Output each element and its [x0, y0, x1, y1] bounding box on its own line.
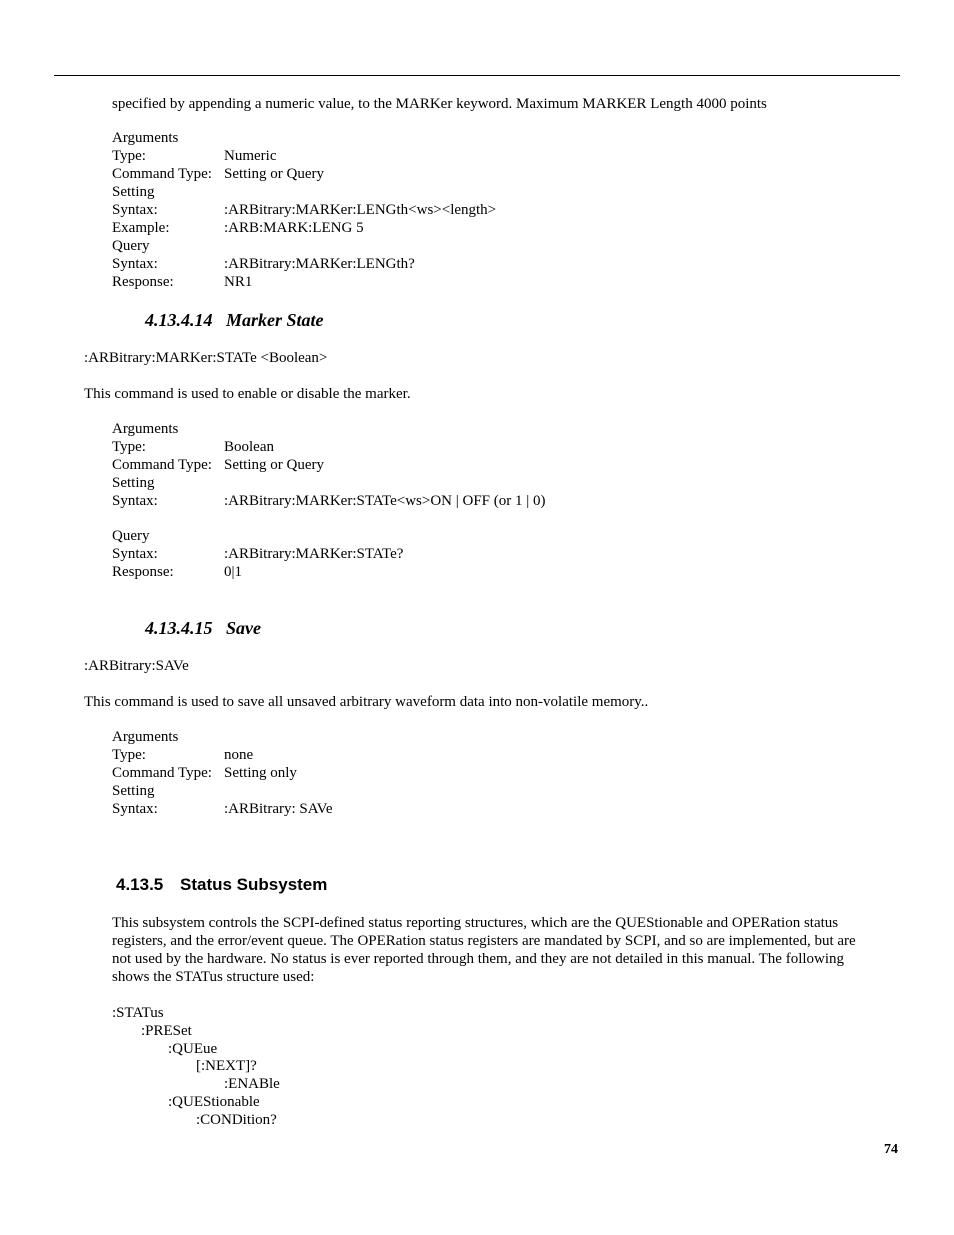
query-syntax-value: :ARBitrary:MARKer:LENGth?: [224, 256, 415, 272]
example-value: :ARB:MARK:LENG 5: [224, 220, 364, 236]
query-syntax-row: [112, 546, 403, 563]
type-row: [112, 439, 274, 456]
setting-label: Setting: [112, 184, 155, 200]
arguments-label: Arguments: [112, 130, 179, 146]
arguments-label: Arguments: [112, 729, 179, 745]
arguments-label: Arguments: [112, 421, 179, 437]
command-type-value: Setting or Query: [224, 457, 324, 473]
intro-text: specified by appending a numeric value, to the MARKer keyword. Maximum MARKER Length 4000 points: [112, 96, 767, 112]
response-row: [112, 564, 242, 581]
response-row: [112, 274, 252, 291]
syntax-value: :ARBitrary:MARKer:STATe<ws>ON | OFF (or 1 | 0): [224, 493, 546, 509]
save-command: :ARBitrary:SAVe: [84, 658, 189, 674]
query-syntax-label: Syntax:: [112, 256, 158, 272]
query-label: Query: [112, 528, 150, 544]
response-value: 0|1: [224, 564, 243, 580]
command-type-value: Setting only: [224, 765, 297, 781]
tree-item: :QUEStionable: [168, 1094, 260, 1110]
marker-state-description: This command is used to enable or disable the marker.: [84, 386, 411, 402]
page-number: 74: [884, 1142, 898, 1157]
command-type-label: Command Type:: [112, 765, 212, 781]
tree-item: :ENABle: [224, 1076, 280, 1092]
type-value: Boolean: [224, 439, 274, 455]
save-heading: [145, 618, 261, 639]
syntax-value: :ARBitrary: SAVe: [224, 801, 333, 817]
command-type-row: [112, 457, 324, 474]
paragraph-line: not used by the hardware. No status is ever reported through them, and they are not detailed in this manual. The following: [112, 951, 845, 967]
paragraph-line: registers, and the error/event queue. The OPERation status registers are mandated by SCPI, and so are implemented, but are: [112, 933, 856, 949]
section-number: 4.13.5: [116, 875, 164, 894]
tree-item: :STATus: [112, 1005, 164, 1021]
setting-label: Setting: [112, 475, 155, 491]
tree-item: :CONDition?: [196, 1112, 277, 1128]
section-number: 4.13.4.15: [145, 618, 213, 638]
tree-item: [:NEXT]?: [196, 1058, 257, 1074]
status-subsystem-heading: [116, 875, 327, 895]
type-row: [112, 747, 253, 764]
syntax-row: [112, 493, 546, 510]
status-paragraph: [112, 914, 902, 986]
query-syntax-row: [112, 256, 415, 273]
command-type-value: Setting or Query: [224, 166, 324, 182]
header-rule: [54, 75, 900, 76]
paragraph-line: shows the STATus structure used:: [112, 969, 315, 985]
response-label: Response:: [112, 274, 174, 290]
command-type-label: Command Type:: [112, 166, 212, 182]
query-label: Query: [112, 238, 150, 254]
example-label: Example:: [112, 220, 170, 236]
type-value: Numeric: [224, 148, 277, 164]
tree-item: :QUEue: [168, 1041, 218, 1057]
syntax-row: [112, 801, 332, 818]
setting-label: Setting: [112, 783, 155, 799]
command-type-row: [112, 765, 297, 782]
response-value: NR1: [224, 274, 253, 290]
save-description: This command is used to save all unsaved arbitrary waveform data into non-volatile memory..: [84, 694, 649, 710]
syntax-value: :ARBitrary:MARKer:LENGth<ws><length>: [224, 202, 497, 218]
type-label: Type:: [112, 439, 146, 455]
type-row: [112, 148, 276, 165]
syntax-label: Syntax:: [112, 801, 158, 817]
type-label: Type:: [112, 148, 146, 164]
response-label: Response:: [112, 564, 174, 580]
paragraph-line: This subsystem controls the SCPI-defined status reporting structures, which are the QUEStionable and OPERation status: [112, 915, 839, 931]
syntax-label: Syntax:: [112, 202, 158, 218]
section-title: Save: [226, 618, 261, 638]
example-row: [112, 220, 364, 237]
type-label: Type:: [112, 747, 146, 763]
query-syntax-label: Syntax:: [112, 546, 158, 562]
command-type-label: Command Type:: [112, 457, 212, 473]
command-type-row: [112, 166, 324, 183]
tree-item: :PRESet: [141, 1023, 192, 1039]
syntax-row: [112, 202, 496, 219]
marker-state-heading: [145, 310, 324, 331]
section-title: Marker State: [226, 310, 324, 330]
section-title: Status Subsystem: [180, 875, 328, 894]
section-number: 4.13.4.14: [145, 310, 213, 330]
query-syntax-value: :ARBitrary:MARKer:STATe?: [224, 546, 404, 562]
marker-state-command: :ARBitrary:MARKer:STATe <Boolean>: [84, 350, 328, 366]
type-value: none: [224, 747, 254, 763]
syntax-label: Syntax:: [112, 493, 158, 509]
